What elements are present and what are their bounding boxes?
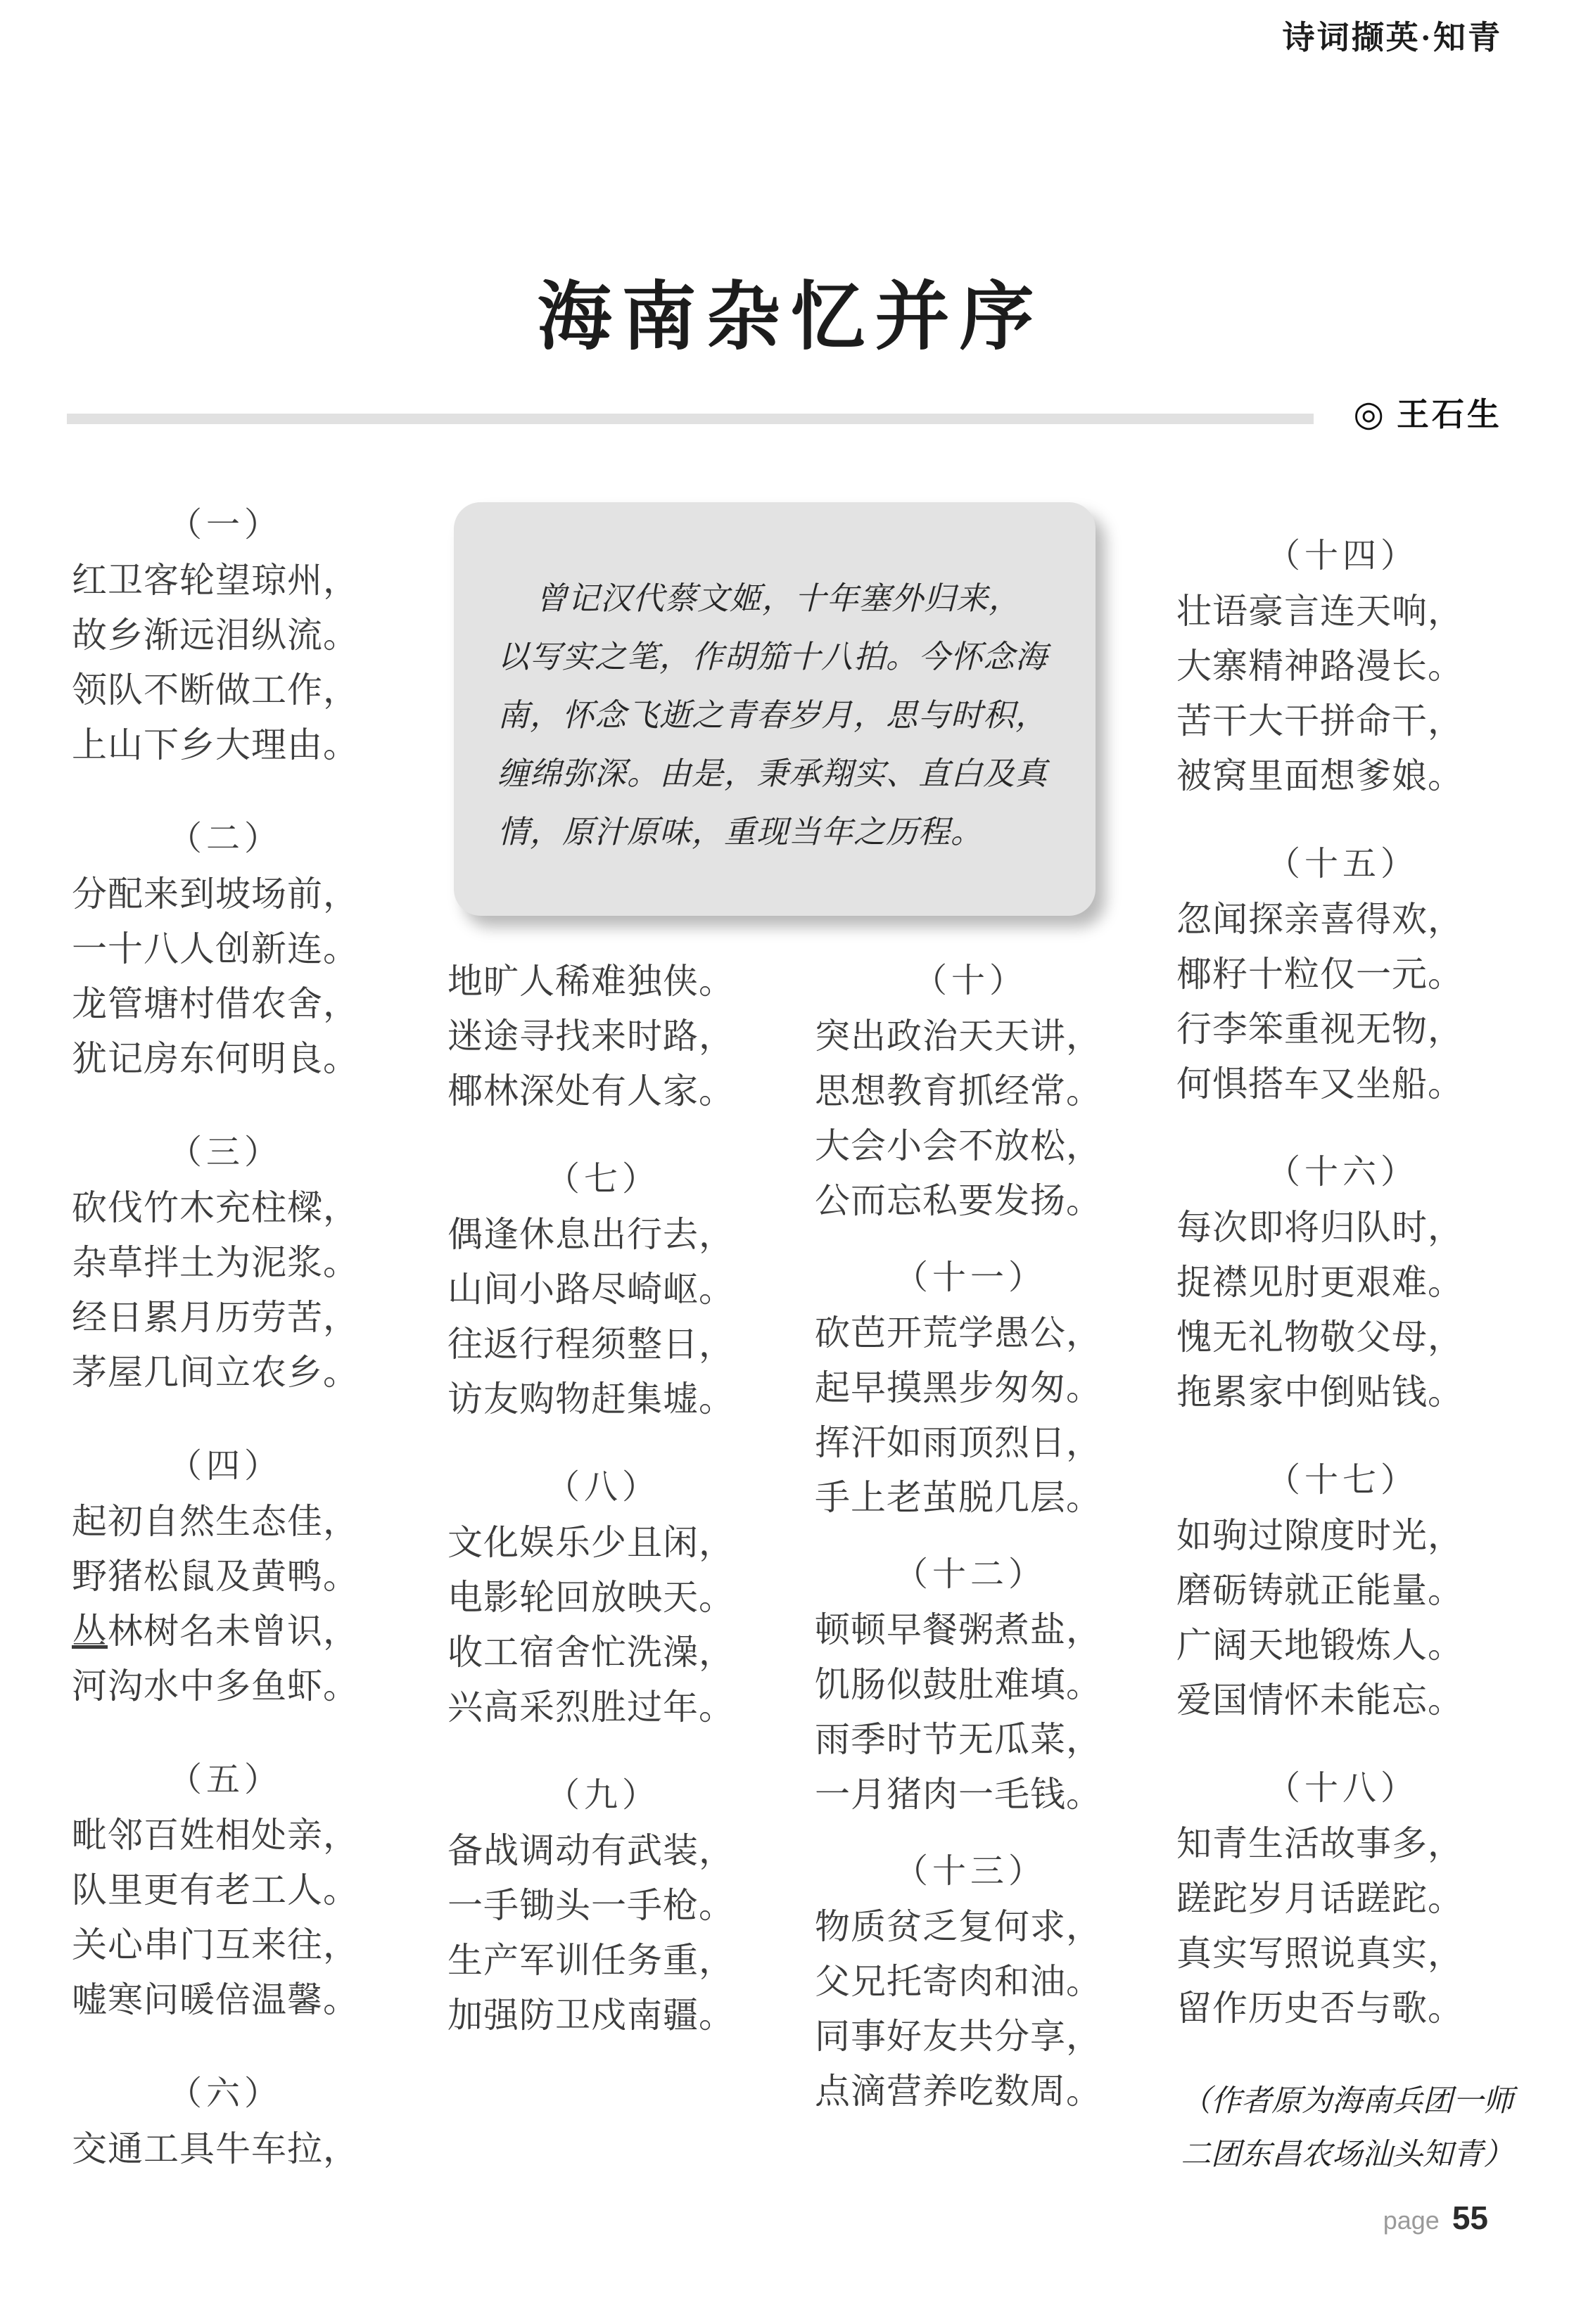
poem-line: 爱国情怀未能忘。 [1176,1680,1463,1720]
poem-line: 蹉跎岁月话蹉跎。 [1176,1879,1463,1918]
author-note [1176,2075,1513,2182]
poem-line: 茅屋几间立农乡。 [72,1353,359,1392]
poem-9 [447,1768,758,2043]
poem-line: 生产军训任务重， [447,1941,735,1980]
poem-line: 留作历史否与歌。 [1176,1988,1463,2028]
poem-line: 公而忘私要发扬。 [815,1181,1102,1220]
poem-line: 交通工具牛车拉， [72,2129,359,2169]
poem-line: 访友购物赶集墟。 [447,1379,735,1419]
poem-number: （十三） [894,1853,1046,1890]
preface-box [454,502,1096,916]
poem-line: 真实写照说真实， [1176,1934,1463,1973]
poem-line: 一手锄头一手枪。 [447,1886,735,1925]
poem-line: 收工宿舍忙洗澡， [447,1633,735,1672]
poem-line: 队里更有老工人。 [72,1870,359,1910]
poem-line: 丛林树名未曾识， [72,1611,359,1651]
poem-line: 愧无礼物敬父母， [1176,1317,1463,1357]
poem-18 [1176,1761,1509,2036]
poem-number: （八） [545,1469,660,1506]
poem-11 [815,1251,1126,1525]
preface-line: 南，怀念飞逝之青春岁月，思与时积， [497,698,1048,733]
poem-line: 行李笨重视无物， [1176,1009,1463,1049]
poem-line: 饥肠似鼓肚难填。 [815,1665,1102,1704]
poem-14 [1176,529,1509,803]
author-note-line: 二团东昌农场汕头知青） [1181,2138,1513,2171]
preface-line: 缠绵弥深。由是，秉承翔实、直白及真 [497,756,1048,791]
poem-line: 知青生活故事多， [1176,1824,1463,1863]
poem-number: （十一） [894,1259,1046,1296]
poem-6-part2 [447,954,758,1118]
poem-17 [1176,1453,1509,1728]
poem-number: （十五） [1266,845,1418,883]
poem-line: 关心串门互来往， [72,1925,359,1965]
poem-8 [447,1460,758,1735]
poem-line: 点滴营养吃数周。 [815,2071,1102,2111]
footer-label: page [1383,2206,1440,2235]
poem-line: 大寨精神路漫长。 [1176,646,1463,686]
poem-line: 每次即将归队时， [1176,1208,1463,1247]
poem-number: （三） [167,1134,282,1171]
poem-line: 经日累月历劳苦， [72,1298,359,1337]
page-footer [1383,2199,1488,2237]
poem-line: 犹记房东何明良。 [72,1039,359,1078]
poem-line: 大会小会不放松， [815,1126,1102,1166]
poem-number: （十六） [1266,1154,1418,1191]
poem-line: 龙管塘村借农舍， [72,984,359,1023]
poem-15 [1176,837,1509,1111]
poem-line: 砍伐竹木充柱樑， [72,1188,359,1227]
page-number: 55 [1452,2200,1488,2236]
poem-line: 拖累家中倒贴钱。 [1176,1372,1463,1412]
poem-line: 野猪松鼠及黄鸭。 [72,1557,359,1596]
poem-line: 电影轮回放映天。 [447,1578,735,1617]
poem-line: 突出政治天天讲， [815,1016,1102,1056]
poem-line: 上山下乡大理由。 [72,725,359,765]
poem-column-1 [72,498,379,2176]
poem-line: 顿顿早餐粥煮盐， [815,1610,1102,1649]
poem-number: （二） [167,820,282,857]
poem-line: 地旷人稀难独侠。 [447,962,735,1001]
poem-number: （六） [167,2075,282,2112]
poem-1 [72,498,379,772]
poem-13 [815,1844,1126,2119]
poem-2 [72,812,379,1086]
poem-line: 兴高采烈胜过年。 [447,1687,735,1727]
poem-line: 雨季时节无瓜菜， [815,1720,1102,1759]
author-note-line: （作者原为海南兵团一师 [1181,2085,1513,2118]
poem-number: （十八） [1266,1770,1418,1807]
poem-line: 何惧搭车又坐船。 [1176,1064,1463,1104]
poem-line: 椰林深处有人家。 [447,1071,735,1111]
page-title: 海南杂忆并序 [537,276,1044,359]
poem-line: 手上老茧脱几层。 [815,1478,1102,1517]
poem-number: （四） [167,1448,282,1485]
poem-line: 忽闻探亲喜得欢， [1176,900,1463,939]
poem-line: 河沟水中多鱼虾。 [72,1666,359,1706]
poem-number: （十四） [1266,537,1418,575]
poem-4 [72,1439,379,1713]
poem-line: 父兄托寄肉和油。 [815,1962,1102,2001]
poem-line: 捉襟见肘更艰难。 [1176,1263,1463,1302]
poem-line: 起初自然生态佳， [72,1502,359,1541]
poem-column-4 [1176,529,1513,2182]
poem-number: （十二） [894,1556,1046,1593]
poem-line: 备战调动有武装， [447,1831,735,1870]
poem-line: 同事好友共分享， [815,2017,1102,2056]
poem-line: 文化娱乐少且闲， [447,1523,735,1562]
poem-line: 物质贫乏复何求， [815,1907,1102,1946]
poem-line: 椰籽十粒仅一元。 [1176,954,1463,994]
poem-number: （十七） [1266,1462,1418,1499]
poem-6-part1 [72,2067,379,2176]
author-name: 王石生 [1397,396,1502,433]
poem-line: 山间小路尽崎岖。 [447,1270,735,1309]
poem-16 [1176,1145,1509,1419]
poem-line: 嘘寒问暖倍温馨。 [72,1980,359,2019]
poem-line: 广阔天地锻炼人。 [1176,1626,1463,1665]
running-head: 诗词撷英·知青 [1282,20,1502,56]
poem-line: 苦干大干拼命干， [1176,701,1463,741]
poem-number: （五） [167,1761,282,1799]
poem-number: （七） [545,1161,660,1198]
poem-10 [815,954,1126,1228]
poem-line: 往返行程须整日， [447,1324,735,1364]
poem-line: 分配来到坡场前， [72,874,359,914]
poem-number: （一） [167,506,282,544]
poem-column-2 [447,954,758,2043]
poem-number: （九） [545,1777,660,1814]
author-marker-icon: ◎ [1353,394,1387,433]
poem-line: 故乡渐远泪纵流。 [72,615,359,655]
poem-line: 挥汗如雨顶烈日， [815,1423,1102,1462]
poem-line: 迷途寻找来时路， [447,1016,735,1056]
byline [1353,394,1502,434]
poem-line: 毗邻百姓相处亲， [72,1815,359,1855]
poem-number: （十） [913,962,1027,1000]
poem-line: 杂草拌土为泥浆。 [72,1243,359,1282]
preface-line: 以写实之笔，作胡笳十八拍。今怀念海 [497,639,1048,675]
poem-line: 一月猪肉一毛钱。 [815,1775,1102,1814]
poem-line: 磨砺铸就正能量。 [1176,1571,1463,1610]
poem-line: 红卫客轮望琼州， [72,561,359,600]
poem-line: 砍芭开荒学愚公， [815,1313,1102,1353]
poem-line: 一十八人创新连。 [72,929,359,969]
preface-line: 情，原汁原味，重现当年之历程。 [497,815,984,850]
divider-rule [67,414,1314,424]
poem-7 [447,1152,758,1426]
poem-line: 如驹过隙度时光， [1176,1516,1463,1555]
poem-3 [72,1125,379,1400]
poem-line: 思想教育抓经常。 [815,1071,1102,1111]
poem-line: 加强防卫戍南疆。 [447,1996,735,2035]
poem-5 [72,1753,379,2027]
preface-line: 曾记汉代蔡文姬，十年塞外归来， [535,581,1022,616]
poem-line: 壮语豪言连天响， [1176,592,1463,631]
poem-column-3 [815,954,1126,2119]
poem-line: 起早摸黑步匆匆。 [815,1368,1102,1407]
poem-line: 被窝里面想爹娘。 [1176,756,1463,796]
poem-line: 领队不断做工作， [72,670,359,710]
poem-12 [815,1547,1126,1822]
poem-line: 偶逢休息出行去， [447,1215,735,1254]
